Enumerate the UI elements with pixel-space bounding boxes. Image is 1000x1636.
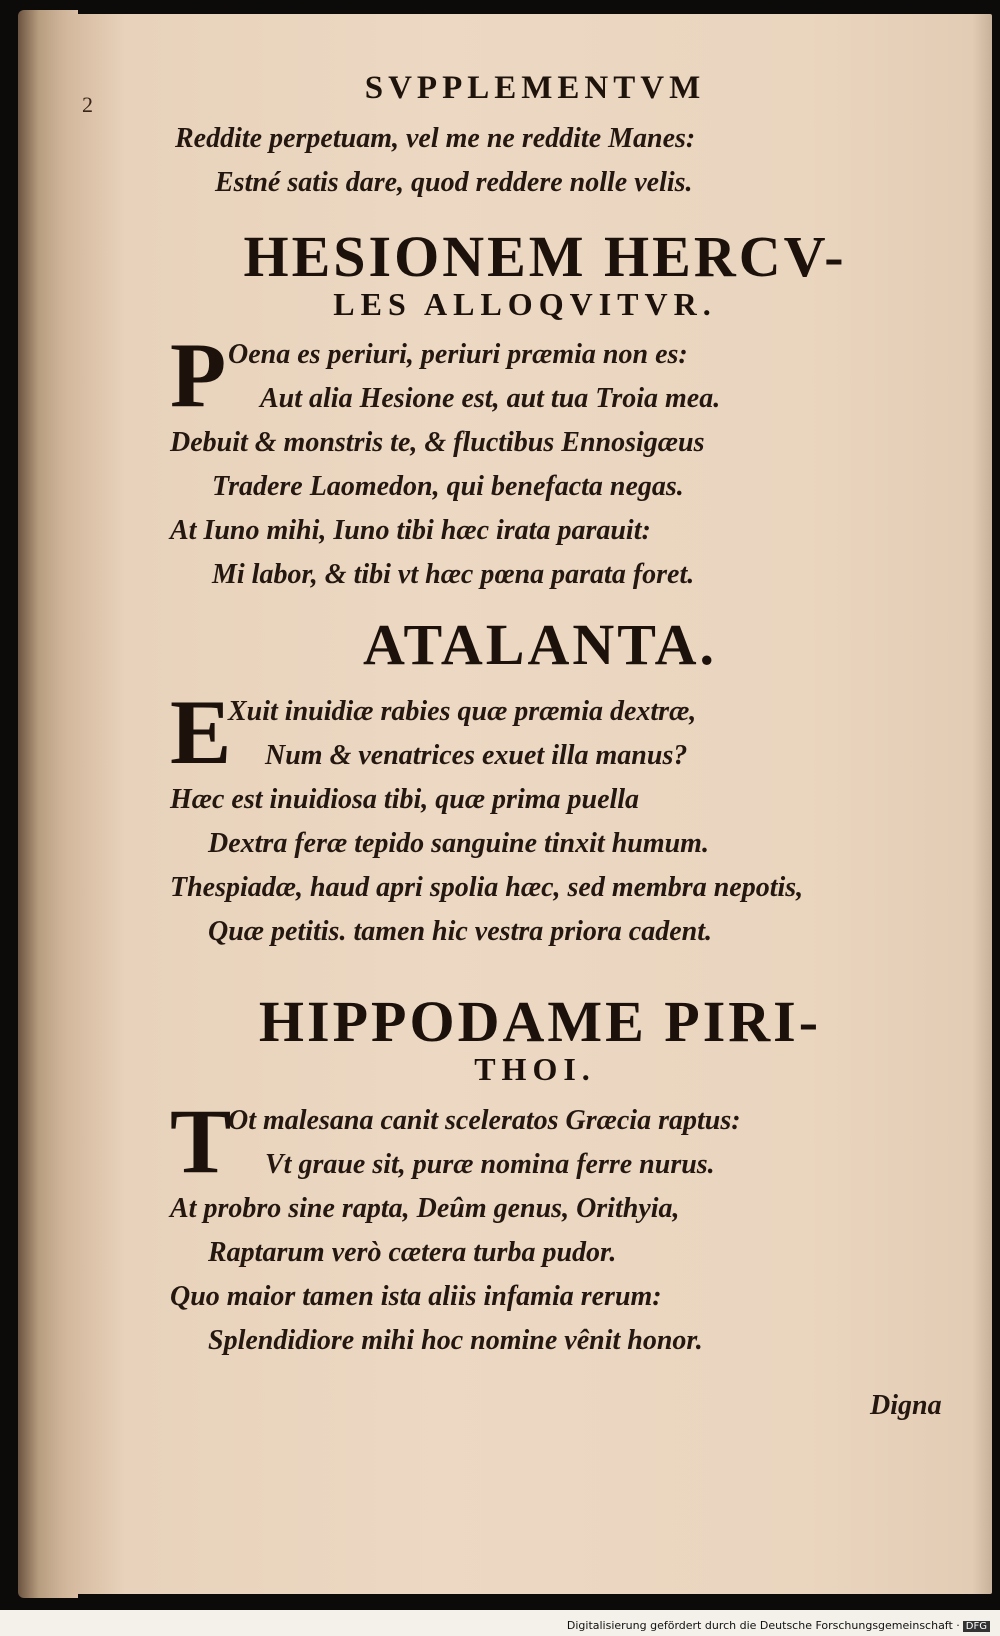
verse-line: Hæc est inuidiosa tibi, quæ prima puella — [170, 784, 640, 816]
poem-title-cont: THOI. — [474, 1051, 596, 1088]
poem-atalanta — [95, 612, 915, 954]
poem-title: HIPPODAME PIRI- — [258, 989, 822, 1055]
book-edge — [18, 10, 78, 1598]
poem-title: ATALANTA. — [362, 612, 718, 678]
poem-stanza — [170, 681, 915, 954]
footer-text: Digitalisierung gefördert durch die Deutsche Forschungsgemeinschaft · — [566, 1619, 960, 1632]
catchword: Digna — [870, 1390, 942, 1421]
page-content — [95, 70, 915, 1363]
poem-stanza — [170, 1089, 915, 1363]
verse-line: At probro sine rapta, Deûm genus, Orithyia, — [170, 1192, 680, 1224]
page-mark: 2 — [82, 92, 93, 117]
poem-hippodame — [95, 989, 915, 1362]
page-shadow — [972, 14, 992, 1594]
verse-line: Quo maior tamen ista aliis infamia rerum: — [170, 1280, 662, 1312]
verse-line: Reddite perpetuam, vel me ne reddite Manes: — [175, 123, 696, 154]
verse-line: Thespiadæ, haud apri spolia hæc, sed membra nepotis, — [170, 872, 804, 904]
running-head: SVPPLEMENTVM — [364, 70, 706, 106]
poem-title: HESIONEM HERCV- — [243, 224, 847, 289]
verse-line: Ot malesana canit sceleratos Græcia raptus: — [228, 1104, 741, 1136]
drop-cap: E — [170, 681, 232, 784]
verse-line: Splendidiore mihi hoc nomine vênit honor. — [208, 1324, 703, 1356]
verse-line: At Iuno mihi, Iuno tibi hæc irata parauit: — [170, 515, 651, 547]
poem-title-cont: LES ALLOQVITVR. — [333, 285, 717, 322]
verse-line: Tradere Laomedon, qui benefacta negas. — [212, 471, 684, 503]
poem-stanza — [170, 324, 915, 597]
drop-cap: T — [170, 1089, 232, 1192]
verse-line: Mi labor, & tibi vt hæc pœna parata foret. — [212, 559, 695, 591]
verse-line: Raptarum verò cætera turba pudor. — [208, 1236, 617, 1268]
verse-line: Num & venatrices exuet illa manus? — [265, 740, 688, 772]
verse-line: Quæ petitis. tamen hic vestra priora cadent. — [208, 916, 712, 948]
verse-line: Aut alia Hesione est, aut tua Troia mea. — [260, 383, 721, 415]
verse-line: Debuit & monstris te, & fluctibus Ennosigæus — [170, 427, 705, 459]
verse-line: Dextra feræ tepido sanguine tinxit humum. — [208, 828, 709, 860]
verse-line: Oena es periuri, periuri præmia non es: — [228, 339, 688, 371]
dfg-logo: DFG — [963, 1621, 990, 1632]
poem-hesione — [95, 224, 915, 597]
verse-line: Vt graue sit, puræ nomina ferre nurus. — [265, 1148, 715, 1180]
drop-cap: P — [170, 324, 227, 427]
footer-credit — [567, 1619, 990, 1632]
verse-line: Estné satis dare, quod reddere nolle velis. — [215, 167, 693, 198]
opening-verse — [175, 117, 915, 205]
verse-line: Xuit inuidiæ rabies quæ præmia dextræ, — [228, 696, 697, 728]
